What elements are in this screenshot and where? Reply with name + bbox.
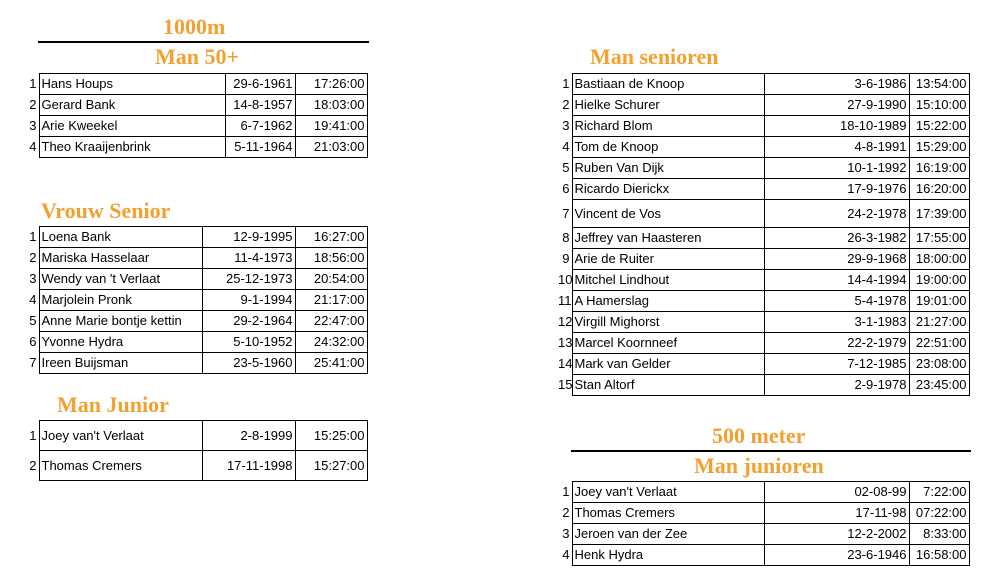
finish-time: 17:55:00 — [909, 228, 969, 249]
heading-1000m: 1000m — [163, 14, 226, 39]
heading-man-50: Man 50+ — [155, 44, 240, 69]
birth-date: 12-2-2002 — [764, 524, 909, 545]
athlete-name: Hans Houps — [39, 74, 225, 95]
finish-time: 23:45:00 — [909, 375, 969, 396]
finish-time: 15:27:00 — [295, 451, 367, 481]
finish-time: 13:54:00 — [909, 74, 969, 95]
heading-man-senioren: Man senioren — [590, 44, 719, 69]
birth-date: 12-9-1995 — [202, 227, 295, 248]
table-row — [556, 545, 969, 566]
table-row — [556, 482, 969, 503]
birth-date: 5-4-1978 — [764, 291, 909, 312]
row-number: 1 — [562, 76, 570, 91]
row-number: 15 — [558, 377, 572, 392]
birth-date: 18-10-1989 — [764, 116, 909, 137]
table-man-senioren — [556, 73, 970, 396]
birth-date: 4-8-1991 — [764, 137, 909, 158]
birth-date: 17-11-1998 — [202, 451, 295, 481]
heading-man-junioren: Man junioren — [694, 453, 824, 478]
row-number: 7 — [562, 205, 570, 221]
athlete-name: Mitchel Lindhout — [572, 270, 764, 291]
athlete-name: Hielke Schurer — [572, 95, 764, 116]
athlete-name: Loena Bank — [39, 227, 202, 248]
finish-time: 19:00:00 — [909, 270, 969, 291]
birth-date: 3-1-1983 — [764, 312, 909, 333]
birth-date: 9-1-1994 — [202, 290, 295, 311]
row-number: 14 — [558, 356, 572, 371]
athlete-name: A Hamerslag — [572, 291, 764, 312]
row-number: 12 — [558, 314, 572, 329]
table-row — [556, 74, 969, 95]
birth-date: 2-9-1978 — [764, 375, 909, 396]
birth-date: 29-6-1961 — [225, 74, 295, 95]
birth-date: 26-3-1982 — [764, 228, 909, 249]
table-row — [25, 332, 367, 353]
finish-time: 15:25:00 — [295, 421, 367, 451]
row-number: 7 — [29, 355, 37, 370]
finish-time: 24:32:00 — [295, 332, 367, 353]
table-row — [556, 137, 969, 158]
row-number: 8 — [562, 230, 570, 245]
table-row — [556, 158, 969, 179]
finish-time: 15:29:00 — [909, 137, 969, 158]
table-row — [556, 200, 969, 228]
athlete-name: Thomas Cremers — [39, 451, 202, 481]
athlete-name: Anne Marie bontje kettin — [39, 311, 202, 332]
birth-date: 5-10-1952 — [202, 332, 295, 353]
finish-time: 8:33:00 — [909, 524, 969, 545]
birth-date: 29-2-1964 — [202, 311, 295, 332]
finish-time: 22:51:00 — [909, 333, 969, 354]
athlete-name: Arie Kweekel — [39, 116, 225, 137]
finish-time: 17:39:00 — [909, 200, 969, 228]
birth-date: 11-4-1973 — [202, 248, 295, 269]
table-row — [25, 116, 367, 137]
birth-date: 5-11-1964 — [225, 137, 295, 158]
row-number: 4 — [562, 547, 570, 562]
birth-date: 27-9-1990 — [764, 95, 909, 116]
birth-date: 10-1-1992 — [764, 158, 909, 179]
athlete-name: Thomas Cremers — [572, 503, 764, 524]
table-row — [556, 333, 969, 354]
row-number: 3 — [29, 118, 37, 133]
table-row — [25, 269, 367, 290]
athlete-name: Ricardo Dierickx — [572, 179, 764, 200]
athlete-name: Ireen Buijsman — [39, 353, 202, 374]
table-row — [556, 116, 969, 137]
finish-time: 16:58:00 — [909, 545, 969, 566]
birth-date: 24-2-1978 — [764, 200, 909, 228]
row-number: 4 — [29, 139, 37, 154]
table-row — [556, 95, 969, 116]
row-number: 6 — [29, 334, 37, 349]
birth-date: 3-6-1986 — [764, 74, 909, 95]
row-number: 4 — [29, 292, 37, 307]
athlete-name: Marcel Koornneef — [572, 333, 764, 354]
table-row — [25, 311, 367, 332]
row-number: 1 — [29, 76, 37, 91]
heading-vrouw-senior: Vrouw Senior — [41, 198, 171, 223]
table-row — [556, 249, 969, 270]
athlete-name: Vincent de Vos — [572, 200, 764, 228]
athlete-name: Jeffrey van Haasteren — [572, 228, 764, 249]
finish-time: 16:20:00 — [909, 179, 969, 200]
athlete-name: Jeroen van der Zee — [572, 524, 764, 545]
finish-time: 18:00:00 — [909, 249, 969, 270]
athlete-name: Virgill Mighorst — [572, 312, 764, 333]
athlete-name: Henk Hydra — [572, 545, 764, 566]
finish-time: 16:27:00 — [295, 227, 367, 248]
table-row — [556, 524, 969, 545]
table-row — [25, 95, 367, 116]
finish-time: 17:26:00 — [295, 74, 367, 95]
birth-date: 25-12-1973 — [202, 269, 295, 290]
birth-date: 17-11-98 — [764, 503, 909, 524]
row-number: 3 — [562, 118, 570, 133]
athlete-name: Mariska Hasselaar — [39, 248, 202, 269]
finish-time: 20:54:00 — [295, 269, 367, 290]
table-row — [25, 451, 367, 481]
table-row — [556, 503, 969, 524]
row-number: 2 — [562, 505, 570, 520]
row-number: 2 — [562, 97, 570, 112]
heading-500-meter: 500 meter — [712, 423, 806, 448]
row-number: 1 — [562, 484, 570, 499]
birth-date: 7-12-1985 — [764, 354, 909, 375]
finish-time: 07:22:00 — [909, 503, 969, 524]
table-row — [556, 291, 969, 312]
finish-time: 19:01:00 — [909, 291, 969, 312]
athlete-name: Theo Kraaijenbrink — [39, 137, 225, 158]
row-number: 5 — [29, 313, 37, 328]
table-row — [556, 228, 969, 249]
finish-time: 21:17:00 — [295, 290, 367, 311]
birth-date: 17-9-1976 — [764, 179, 909, 200]
row-number: 3 — [29, 271, 37, 286]
finish-time: 18:03:00 — [295, 95, 367, 116]
birth-date: 2-8-1999 — [202, 421, 295, 451]
table-man-junioren — [556, 481, 970, 566]
finish-time: 22:47:00 — [295, 311, 367, 332]
table-man-50 — [25, 73, 368, 158]
athlete-name: Mark van Gelder — [572, 354, 764, 375]
table-man-junior — [25, 420, 368, 481]
table-row — [556, 179, 969, 200]
table-row — [25, 353, 367, 374]
finish-time: 7:22:00 — [909, 482, 969, 503]
athlete-name: Arie de Ruiter — [572, 249, 764, 270]
finish-time: 21:27:00 — [909, 312, 969, 333]
athlete-name: Bastiaan de Knoop — [572, 74, 764, 95]
table-row — [556, 354, 969, 375]
finish-time: 18:56:00 — [295, 248, 367, 269]
table-row — [556, 312, 969, 333]
heading-man-junior: Man Junior — [57, 392, 169, 417]
birth-date: 02-08-99 — [764, 482, 909, 503]
birth-date: 22-2-1979 — [764, 333, 909, 354]
athlete-name: Stan Altorf — [572, 375, 764, 396]
athlete-name: Ruben Van Dijk — [572, 158, 764, 179]
row-number: 1 — [29, 229, 37, 244]
table-row — [25, 290, 367, 311]
athlete-name: Wendy van 't Verlaat — [39, 269, 202, 290]
finish-time: 23:08:00 — [909, 354, 969, 375]
finish-time: 15:22:00 — [909, 116, 969, 137]
birth-date: 14-8-1957 — [225, 95, 295, 116]
table-row — [25, 74, 367, 95]
row-number: 9 — [562, 251, 570, 266]
athlete-name: Yvonne Hydra — [39, 332, 202, 353]
athlete-name: Marjolein Pronk — [39, 290, 202, 311]
athlete-name: Richard Blom — [572, 116, 764, 137]
row-number: 10 — [558, 272, 572, 287]
row-number: 3 — [562, 526, 570, 541]
table-row — [556, 375, 969, 396]
birth-date: 6-7-1962 — [225, 116, 295, 137]
table-row — [25, 248, 367, 269]
finish-time: 21:03:00 — [295, 137, 367, 158]
row-number: 2 — [29, 457, 37, 473]
birth-date: 23-6-1946 — [764, 545, 909, 566]
table-row — [25, 137, 367, 158]
table-row — [25, 421, 367, 451]
row-number: 11 — [558, 293, 572, 308]
finish-time: 19:41:00 — [295, 116, 367, 137]
row-number: 1 — [29, 427, 37, 443]
row-number: 6 — [562, 181, 570, 196]
athlete-name: Joey van't Verlaat — [572, 482, 764, 503]
row-number: 5 — [562, 160, 570, 175]
row-number: 13 — [558, 335, 572, 350]
athlete-name: Joey van't Verlaat — [39, 421, 202, 451]
divider-1000m — [38, 41, 369, 43]
divider-500-meter — [571, 450, 971, 452]
athlete-name: Gerard Bank — [39, 95, 225, 116]
row-number: 4 — [562, 139, 570, 154]
table-vrouw-senior — [25, 226, 368, 374]
table-row — [556, 270, 969, 291]
birth-date: 14-4-1994 — [764, 270, 909, 291]
finish-time: 16:19:00 — [909, 158, 969, 179]
row-number: 2 — [29, 97, 37, 112]
birth-date: 29-9-1968 — [764, 249, 909, 270]
row-number: 2 — [29, 250, 37, 265]
table-row — [25, 227, 367, 248]
finish-time: 15:10:00 — [909, 95, 969, 116]
athlete-name: Tom de Knoop — [572, 137, 764, 158]
finish-time: 25:41:00 — [295, 353, 367, 374]
birth-date: 23-5-1960 — [202, 353, 295, 374]
